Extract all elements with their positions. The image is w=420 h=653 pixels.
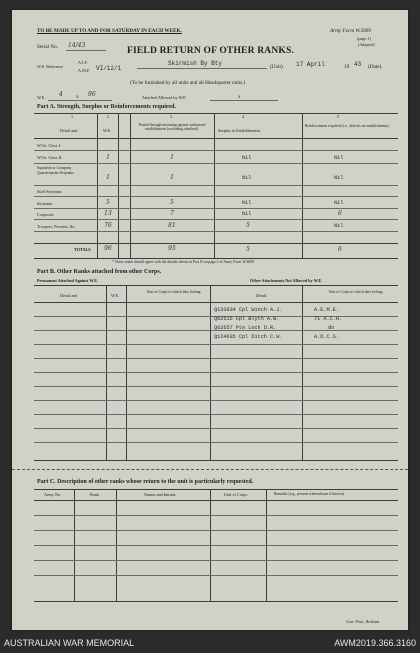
row-rule (34, 386, 398, 387)
row-rule (34, 231, 398, 232)
row-rule (34, 163, 398, 164)
row-rule (34, 243, 398, 244)
cell-posted: 1 (170, 154, 174, 161)
cell-reinf: 6 (338, 210, 342, 217)
printer-imprint: Govt. Print., Brisbane. (346, 620, 381, 624)
row-rule (34, 358, 398, 359)
attachment-unit: A.E.M.E. (314, 307, 339, 313)
attached-line (210, 100, 278, 101)
part-b-right-heading: Other Attachments Not Allowed by W.E. (250, 278, 323, 283)
year-prefix: 19 (344, 64, 350, 70)
cell-surplus: Nil (242, 175, 252, 181)
part-c-title: Part C. Description of other ranks whose return to the unit is particularly requested. (37, 479, 254, 485)
attachment-unit: 71 A.C.H. (314, 316, 343, 322)
form-page: (page 1) (357, 36, 371, 41)
amf-value: VI/12/1 (96, 65, 122, 72)
attachment-detail: Q62615 Cpl Blyth A.W. (214, 316, 280, 322)
header-reinforcement: Reinforcement required (i.e., deficits on establishment). (304, 124, 390, 128)
row-rule (34, 442, 398, 443)
part-b-col-we: W.E. (111, 293, 120, 298)
row-label: Staff Serjeants (37, 189, 62, 194)
year-value: 43 (354, 61, 362, 68)
row-rule (34, 428, 398, 429)
part-b-title: Part B. Other Ranks attached from other Corps. (37, 269, 162, 275)
row-rule (34, 372, 398, 373)
date-label: (Date). (368, 64, 383, 70)
cell-posted: 81 (168, 222, 176, 229)
form-adapted: (Adapted) (358, 42, 375, 47)
row-rule (34, 530, 398, 531)
furnish-note: (To be furnished by all units and all Headquarter units.) (130, 80, 246, 86)
row-label: W.Os. Class II. (37, 155, 63, 160)
cell-we: 1 (106, 174, 110, 181)
part-c-col-unit: Unit or Corps. (224, 492, 249, 497)
part-c-col-rank: Rank. (90, 492, 100, 497)
unit-value: Skirmish By Bty (168, 60, 223, 67)
attached-x: x (238, 94, 241, 100)
cell-we: 1 (106, 154, 110, 161)
part-b-bottom-rule (34, 460, 398, 461)
totals-label: TOTALS (74, 247, 91, 252)
archive-footer (0, 633, 420, 653)
part-c-top-rule (34, 489, 398, 490)
cell-we: 13 (104, 210, 112, 217)
row-rule (34, 515, 398, 516)
part-b-left-heading: Permanent Attached Against W.E. (37, 278, 99, 283)
attached-label: Attached Allowed by W.E. (142, 95, 187, 100)
col-num-3: 3 (170, 114, 173, 119)
cell-reinf: Nil (334, 175, 344, 181)
attachment-unit: do (328, 325, 335, 331)
part-a-title: Part A. Strength, Surplus or Reinforcements required. (37, 104, 176, 110)
part-c-bottom-rule (34, 601, 398, 602)
cell-reinf: Nil (334, 223, 344, 229)
totals-footnote: * These totals should agree with the details shewn in Part D on page 2 of Army Form W.3009. (112, 260, 255, 264)
total-surplus: 5 (246, 246, 250, 253)
serial-label: Serial No. (37, 44, 59, 50)
row-rule (34, 208, 398, 209)
aif-label: A.I.F. (78, 60, 88, 65)
part-b-header-rule (34, 302, 398, 303)
we-line (48, 100, 112, 101)
we-label: W.E. (37, 95, 46, 100)
part-c-header-rule (34, 500, 398, 501)
row-label: Troopers, Privates, &c. (37, 224, 76, 229)
part-b-col-detail-right: Detail. (256, 293, 268, 298)
part-b-top-rule (34, 285, 398, 286)
row-rule (34, 575, 398, 576)
instruction-text: TO BE MADE UP TO AND FOR SATURDAY IN EACH WEEK. (37, 28, 182, 34)
row-rule (34, 414, 398, 415)
row-rule (34, 258, 398, 259)
header-posted: Posted through incoming against authorized establishment (excluding attached). (138, 123, 206, 132)
cell-we: 5 (106, 199, 110, 206)
attachment-detail: Q133834 Cpl Winch A.J. (214, 307, 283, 313)
row-rule (34, 560, 398, 561)
footer-accession-number: AWM2019.366.3160 (334, 638, 416, 648)
row-rule (34, 150, 398, 151)
total-we: 96 (104, 245, 112, 252)
part-a-top-rule (34, 113, 398, 114)
row-rule (34, 196, 398, 197)
cell-surplus: Nil (242, 200, 252, 206)
cell-surplus: Nil (242, 211, 252, 217)
part-b-col-detail: Detail and (60, 293, 78, 298)
cell-posted: 7 (170, 210, 174, 217)
header-we: W.E. (103, 128, 112, 133)
row-label: Serjeants (37, 201, 53, 206)
we-value-b: 96 (88, 91, 96, 98)
cell-surplus: Nil (242, 155, 252, 161)
row-rule (34, 344, 398, 345)
serial-line (66, 50, 106, 51)
we-x: x (76, 94, 79, 100)
row-rule (34, 545, 398, 546)
part-c-col-remarks: Remarks (e.g., present whereabouts if known). (274, 492, 345, 496)
total-posted: 95 (168, 245, 176, 252)
attachment-unit: A.D.C.S. (314, 334, 339, 340)
serial-value: 14/43 (68, 42, 86, 49)
cell-we: 76 (104, 222, 112, 229)
header-detail: Detail and (60, 128, 78, 133)
amf-label: A.M.F. (78, 68, 90, 73)
attachment-detail: Q124035 Cpl Ditch C.W. (214, 334, 283, 340)
total-reinf: 6 (338, 246, 342, 253)
cell-posted: 1 (170, 174, 174, 181)
header-surplus: Surplus to Establishment. (218, 128, 261, 133)
cell-posted: 5 (170, 199, 174, 206)
row-label: W.Os. Class I. (37, 143, 61, 148)
part-c-col-army-no: Army No. (44, 492, 61, 497)
col-num-2: 2 (107, 114, 110, 119)
part-b-col-unit: Unit or Corps to which they belong. (146, 290, 202, 294)
cell-reinf: Nil (334, 155, 344, 161)
col-num-5: 5 (337, 114, 340, 119)
cell-reinf: Nil (334, 200, 344, 206)
we-reference-label: W.E. Reference (37, 64, 64, 69)
attachment-detail: Q62657 Pte Lock D.R. (214, 325, 277, 331)
row-rule (34, 400, 398, 401)
form-id: Army Form W.3009 (330, 28, 371, 34)
unit-label: (Unit) (270, 64, 283, 70)
row-rule (34, 219, 398, 220)
footer-institution: AUSTRALIAN WAR MEMORIAL (4, 638, 135, 648)
perforation-line (12, 469, 408, 470)
we-value-a: 4 (59, 91, 63, 98)
row-label: Corporals (37, 212, 54, 217)
col-num-4: 4 (242, 114, 245, 119)
row-label: Squadron or Company Quartermaster-Serjeants (37, 166, 74, 175)
form-page (12, 10, 408, 630)
form-title: FIELD RETURN OF OTHER RANKS. (127, 46, 295, 56)
date-value: 17 April (296, 61, 325, 68)
unit-line (137, 68, 267, 69)
col-num-1: 1 (71, 114, 74, 119)
part-b-col-unit-right: Unit or Corps to which they belong. (328, 290, 384, 294)
part-a-header-rule (34, 138, 398, 139)
cell-surplus: 5 (246, 222, 250, 229)
part-c-col-names: Names and Initials. (144, 492, 177, 497)
row-rule (34, 185, 398, 186)
